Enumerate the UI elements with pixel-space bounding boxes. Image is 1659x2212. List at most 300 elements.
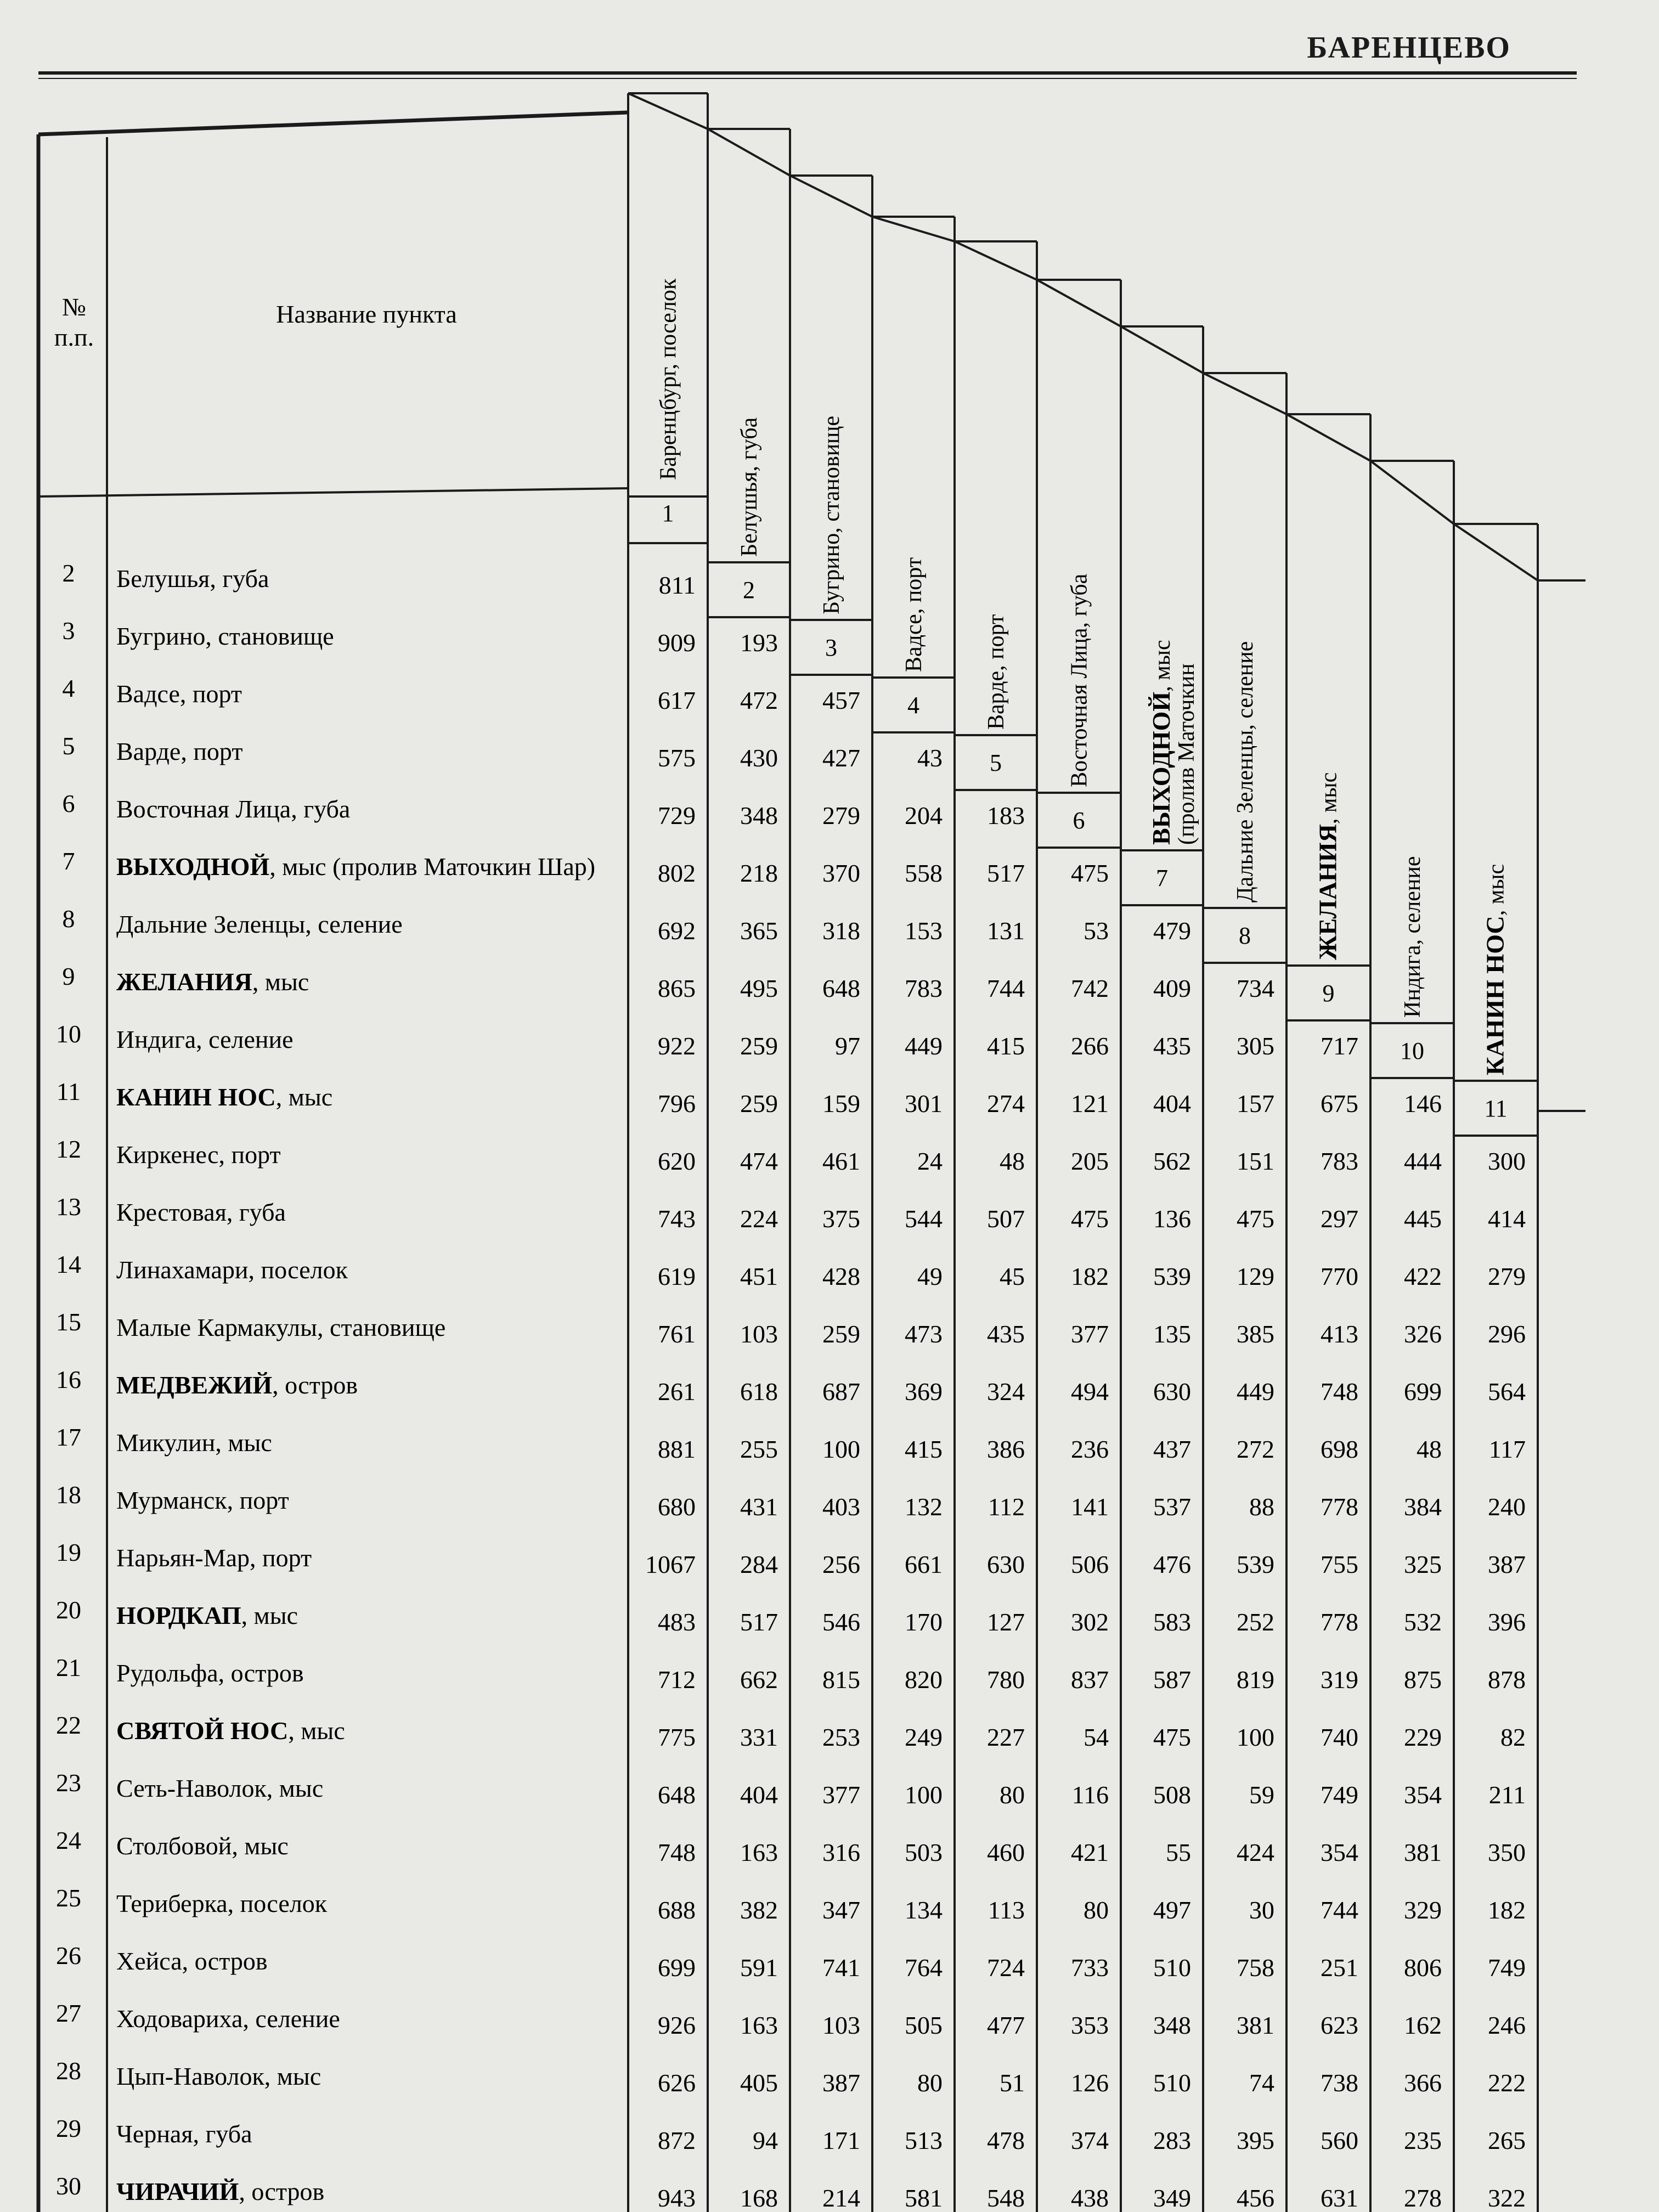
row-name: Нарьян-Мар, порт — [116, 1544, 312, 1572]
header-no-sub: п.п. — [54, 323, 94, 351]
row-name: Варде, порт — [116, 737, 243, 765]
table-row — [63, 847, 1109, 887]
table-row — [63, 962, 1275, 1002]
distance-value: 377 — [1071, 1320, 1109, 1348]
distance-value: 205 — [1071, 1147, 1109, 1175]
distance-value: 415 — [987, 1032, 1025, 1060]
distance-value: 456 — [1237, 2184, 1274, 2212]
distance-value: 132 — [905, 1493, 943, 1521]
row-number: 12 — [56, 1135, 81, 1163]
distance-value: 475 — [1071, 859, 1109, 887]
distance-value: 227 — [987, 1723, 1025, 1751]
distance-value: 80 — [917, 2069, 943, 2097]
row-name: Цып-Наволок, мыс — [116, 2062, 321, 2090]
page-title: БАРЕНЦЕВО — [1307, 31, 1511, 65]
distance-value: 279 — [1488, 1262, 1526, 1290]
distance-value: 926 — [658, 2011, 696, 2039]
distance-value: 495 — [740, 974, 778, 1002]
distance-value: 474 — [740, 1147, 778, 1175]
distance-value: 507 — [987, 1205, 1025, 1233]
table-row — [63, 905, 1192, 945]
distance-value: 630 — [1153, 1378, 1191, 1406]
distance-value: 235 — [1404, 2126, 1442, 2154]
distance-value: 422 — [1404, 1262, 1442, 1290]
distance-value: 253 — [822, 1723, 860, 1751]
row-number: 18 — [56, 1481, 81, 1509]
distance-value: 135 — [1153, 1320, 1191, 1348]
distance-value: 431 — [740, 1493, 778, 1521]
distance-value: 630 — [987, 1550, 1025, 1578]
distance-value: 875 — [1404, 1666, 1442, 1694]
row-name: ЧИРАЧИЙ, остров — [116, 2177, 325, 2205]
distance-value: 112 — [988, 1493, 1025, 1521]
distance-value: 153 — [905, 917, 943, 945]
distance-value: 539 — [1153, 1262, 1191, 1290]
distance-value: 508 — [1153, 1781, 1191, 1809]
distance-value: 472 — [740, 686, 778, 714]
row-name: Индига, селение — [116, 1025, 294, 1053]
row-name: Линахамари, поселок — [116, 1256, 348, 1284]
distance-value: 322 — [1488, 2184, 1526, 2212]
column-name: Индига, селение — [1400, 856, 1425, 1018]
row-name: СВЯТОЙ НОС, мыс — [116, 1717, 345, 1745]
distance-value: 386 — [987, 1435, 1025, 1463]
distance-value: 421 — [1071, 1838, 1109, 1866]
row-number: 15 — [56, 1308, 81, 1336]
distance-value: 510 — [1153, 1954, 1191, 1982]
distance-value: 59 — [1249, 1781, 1274, 1809]
row-number: 27 — [56, 1999, 81, 2027]
distance-value: 783 — [1321, 1147, 1358, 1175]
distance-value: 369 — [905, 1378, 943, 1406]
distance-value: 743 — [658, 1205, 696, 1233]
distance-value: 409 — [1153, 974, 1191, 1002]
distance-value: 261 — [658, 1378, 696, 1406]
row-number: 8 — [62, 905, 75, 933]
distance-value: 619 — [658, 1262, 696, 1290]
distance-value: 163 — [740, 2011, 778, 2039]
distance-value: 55 — [1166, 1838, 1191, 1866]
distance-value: 146 — [1404, 1090, 1442, 1118]
distance-value: 698 — [1321, 1435, 1358, 1463]
row-name: ВЫХОДНОЙ, мыс (пролив Маточкин Шар) — [116, 853, 596, 881]
distance-value: 503 — [905, 1838, 943, 1866]
distance-value: 881 — [658, 1435, 696, 1463]
distance-value: 475 — [1237, 1205, 1274, 1233]
distance-value: 699 — [658, 1954, 696, 1982]
distance-value: 48 — [1000, 1147, 1025, 1175]
distance-value: 131 — [987, 917, 1025, 945]
distance-value: 370 — [822, 859, 860, 887]
distance-value: 302 — [1071, 1608, 1109, 1636]
column-index: 7 — [1156, 865, 1168, 891]
distance-value: 437 — [1153, 1435, 1191, 1463]
row-number: 24 — [56, 1826, 81, 1854]
distance-value: 381 — [1237, 2011, 1274, 2039]
table-row — [63, 789, 1025, 830]
distance-value: 113 — [988, 1896, 1025, 1924]
distance-value: 319 — [1321, 1666, 1358, 1694]
distance-value: 742 — [1071, 974, 1109, 1002]
distance-value: 444 — [1404, 1147, 1442, 1175]
row-name: Микулин, мыс — [116, 1429, 272, 1457]
distance-value: 136 — [1153, 1205, 1191, 1233]
distance-value: 583 — [1153, 1608, 1191, 1636]
row-number: 9 — [62, 962, 75, 990]
distance-value: 134 — [905, 1896, 943, 1924]
distance-value: 648 — [822, 974, 860, 1002]
distance-value: 182 — [1488, 1896, 1526, 1924]
distance-value: 51 — [1000, 2069, 1025, 2097]
row-name: Восточная Лица, губа — [116, 795, 351, 823]
row-name: Малые Кармакулы, становище — [116, 1313, 446, 1341]
distance-value: 513 — [905, 2126, 943, 2154]
distance-value: 100 — [822, 1435, 860, 1463]
distance-value: 80 — [1000, 1781, 1025, 1809]
distance-value: 251 — [1321, 1954, 1358, 1982]
distance-value: 265 — [1488, 2126, 1526, 2154]
distance-value: 623 — [1321, 2011, 1358, 2039]
distance-value: 324 — [987, 1378, 1025, 1406]
row-number: 11 — [56, 1077, 81, 1105]
distance-value: 820 — [905, 1666, 943, 1694]
distance-value: 734 — [1237, 974, 1274, 1002]
distance-value: 922 — [658, 1032, 696, 1060]
distance-value: 256 — [822, 1550, 860, 1578]
distance-value: 548 — [987, 2184, 1025, 2212]
distance-value: 88 — [1249, 1493, 1274, 1521]
distance-value: 229 — [1404, 1723, 1442, 1751]
column-index: 5 — [990, 749, 1002, 776]
distance-value: 675 — [1321, 1090, 1358, 1118]
row-number: 26 — [56, 1942, 81, 1970]
distance-value: 387 — [1488, 1550, 1526, 1578]
distance-value: 748 — [1321, 1378, 1358, 1406]
distance-value: 103 — [740, 1320, 778, 1348]
row-number: 16 — [56, 1365, 81, 1393]
row-name: МЕДВЕЖИЙ, остров — [116, 1371, 358, 1399]
distance-value: 279 — [822, 802, 860, 830]
distance-value: 350 — [1488, 1838, 1526, 1866]
distance-value: 375 — [822, 1205, 860, 1233]
distance-value: 48 — [1417, 1435, 1442, 1463]
distance-value: 473 — [905, 1320, 943, 1348]
distance-value: 30 — [1249, 1896, 1274, 1924]
column-name: КАНИН НОС, мыс — [1481, 864, 1509, 1075]
column-name: Вадсе, порт — [901, 557, 927, 672]
distance-value: 424 — [1237, 1838, 1274, 1866]
row-number: 14 — [56, 1250, 81, 1278]
column-index: 11 — [1484, 1095, 1508, 1122]
distance-value: 45 — [1000, 1262, 1025, 1290]
distance-value: 349 — [1153, 2184, 1191, 2212]
distance-value: 815 — [822, 1666, 860, 1694]
distance-value: 648 — [658, 1781, 696, 1809]
distance-value: 347 — [822, 1896, 860, 1924]
distance-value: 688 — [658, 1896, 696, 1924]
distance-value: 562 — [1153, 1147, 1191, 1175]
distance-value: 483 — [658, 1608, 696, 1636]
distance-value: 97 — [835, 1032, 860, 1060]
distance-value: 404 — [1153, 1090, 1191, 1118]
distance-value: 539 — [1237, 1550, 1274, 1578]
distance-value: 193 — [740, 629, 778, 657]
distance-value: 182 — [1071, 1262, 1109, 1290]
column-name: ВЫХОДНОЙ, мыс — [1147, 640, 1175, 845]
distance-value: 729 — [658, 802, 696, 830]
distance-value: 780 — [987, 1666, 1025, 1694]
distance-value: 427 — [822, 744, 860, 772]
distance-value: 218 — [740, 859, 778, 887]
distance-value: 618 — [740, 1378, 778, 1406]
distance-value: 749 — [1321, 1781, 1358, 1809]
distance-value: 159 — [822, 1090, 860, 1118]
distance-value: 240 — [1488, 1493, 1526, 1521]
row-number: 19 — [56, 1538, 81, 1566]
row-name: Столбовой, мыс — [116, 1832, 289, 1860]
distance-value: 252 — [1237, 1608, 1274, 1636]
distance-value: 591 — [740, 1954, 778, 1982]
row-name: Бугрино, становище — [116, 622, 334, 650]
distance-value: 374 — [1071, 2126, 1109, 2154]
distance-value: 755 — [1321, 1550, 1358, 1578]
distance-value: 100 — [905, 1781, 943, 1809]
distance-value: 581 — [905, 2184, 943, 2212]
distance-value: 811 — [658, 571, 696, 599]
distance-value: 662 — [740, 1666, 778, 1694]
row-number: 22 — [56, 1711, 81, 1739]
distance-value: 497 — [1153, 1896, 1191, 1924]
distance-value: 872 — [658, 2126, 696, 2154]
row-name: Ходовариха, селение — [116, 2005, 340, 2033]
column-index: 1 — [662, 500, 674, 527]
distance-value: 326 — [1404, 1320, 1442, 1348]
distance-value: 100 — [1237, 1723, 1274, 1751]
distance-value: 259 — [740, 1032, 778, 1060]
distance-value: 517 — [987, 859, 1025, 887]
row-number: 4 — [62, 674, 75, 702]
distance-value: 305 — [1237, 1032, 1274, 1060]
distance-value: 587 — [1153, 1666, 1191, 1694]
distance-value: 301 — [905, 1090, 943, 1118]
distance-value: 246 — [1488, 2011, 1526, 2039]
distance-value: 878 — [1488, 1666, 1526, 1694]
distance-value: 300 — [1488, 1147, 1526, 1175]
row-number: 21 — [56, 1654, 81, 1681]
distance-value: 354 — [1404, 1781, 1442, 1809]
distance-value: 758 — [1237, 1954, 1274, 1982]
distance-value: 170 — [905, 1608, 943, 1636]
distance-value: 617 — [658, 686, 696, 714]
distance-value: 74 — [1249, 2069, 1274, 2097]
distance-value: 222 — [1488, 2069, 1526, 2097]
column-name: Дальние Зеленцы, селение — [1233, 641, 1258, 902]
distance-value: 546 — [822, 1608, 860, 1636]
distance-value: 494 — [1071, 1378, 1109, 1406]
table-row — [63, 559, 696, 599]
distance-value: 699 — [1404, 1378, 1442, 1406]
column-name: Восточная Лица, губа — [1066, 573, 1092, 787]
distance-value: 329 — [1404, 1896, 1442, 1924]
distance-value: 517 — [740, 1608, 778, 1636]
distance-value: 449 — [1237, 1378, 1274, 1406]
column-name: Баренцбург, поселок — [656, 278, 681, 480]
distance-value: 575 — [658, 744, 696, 772]
row-name: Дальние Зеленцы, селение — [116, 910, 403, 938]
table-row — [57, 1077, 1442, 1118]
distance-value: 479 — [1153, 917, 1191, 945]
distance-value: 740 — [1321, 1723, 1358, 1751]
distance-value: 445 — [1404, 1205, 1442, 1233]
distance-value: 631 — [1321, 2184, 1358, 2212]
distance-value: 564 — [1488, 1378, 1526, 1406]
distance-value: 384 — [1404, 1493, 1442, 1521]
distance-value: 748 — [658, 1838, 696, 1866]
row-number: 10 — [56, 1020, 81, 1048]
distance-value: 387 — [822, 2069, 860, 2097]
distance-value: 724 — [987, 1954, 1025, 1982]
distance-value: 475 — [1153, 1723, 1191, 1751]
distance-value: 116 — [1071, 1781, 1109, 1809]
row-name: Териберка, поселок — [116, 1889, 328, 1917]
row-number: 6 — [62, 789, 75, 817]
distance-value: 560 — [1321, 2126, 1358, 2154]
column-name: Варде, порт — [984, 614, 1009, 730]
distance-value: 272 — [1237, 1435, 1274, 1463]
distance-value: 381 — [1404, 1838, 1442, 1866]
distance-value: 24 — [917, 1147, 943, 1175]
distance-value: 744 — [987, 974, 1025, 1002]
row-name: Вадсе, порт — [116, 680, 242, 708]
distance-value: 211 — [1488, 1781, 1526, 1809]
row-name: Хейса, остров — [116, 1947, 268, 1975]
distance-value: 537 — [1153, 1493, 1191, 1521]
distance-value: 414 — [1488, 1205, 1526, 1233]
distance-value: 620 — [658, 1147, 696, 1175]
distance-value: 778 — [1321, 1493, 1358, 1521]
distance-value: 477 — [987, 2011, 1025, 2039]
distance-value: 451 — [740, 1262, 778, 1290]
distance-value: 478 — [987, 2126, 1025, 2154]
distance-value: 121 — [1071, 1090, 1109, 1118]
distance-value: 461 — [822, 1147, 860, 1175]
distance-value: 717 — [1321, 1032, 1358, 1060]
row-number: 29 — [56, 2114, 81, 2142]
column-index: 3 — [825, 634, 837, 661]
distance-value: 761 — [658, 1320, 696, 1348]
distance-value: 204 — [905, 802, 943, 830]
distance-value: 692 — [658, 917, 696, 945]
distance-value: 366 — [1404, 2069, 1442, 2097]
distance-value: 162 — [1404, 2011, 1442, 2039]
distance-value: 278 — [1404, 2184, 1442, 2212]
distance-value: 117 — [1488, 1435, 1526, 1463]
distance-value: 532 — [1404, 1608, 1442, 1636]
distance-value: 348 — [740, 802, 778, 830]
distance-value: 505 — [905, 2011, 943, 2039]
distance-value: 94 — [753, 2126, 778, 2154]
distance-value: 43 — [917, 744, 943, 772]
distance-value: 476 — [1153, 1550, 1191, 1578]
distance-value: 744 — [1321, 1896, 1358, 1924]
distance-value: 806 — [1404, 1954, 1442, 1982]
distance-value: 80 — [1084, 1896, 1109, 1924]
distance-value: 764 — [905, 1954, 943, 1982]
distance-value: 331 — [740, 1723, 778, 1751]
distance-value: 224 — [740, 1205, 778, 1233]
distance-value: 770 — [1321, 1262, 1358, 1290]
distance-value: 353 — [1071, 2011, 1109, 2039]
distance-value: 415 — [905, 1435, 943, 1463]
distance-value: 796 — [658, 1090, 696, 1118]
distance-value: 236 — [1071, 1435, 1109, 1463]
row-number: 25 — [56, 1884, 81, 1912]
distance-value: 1067 — [645, 1550, 696, 1578]
distance-value: 385 — [1237, 1320, 1274, 1348]
distance-value: 626 — [658, 2069, 696, 2097]
row-name: Крестовая, губа — [116, 1198, 286, 1226]
column-index: 9 — [1322, 980, 1335, 1007]
distance-value: 837 — [1071, 1666, 1109, 1694]
distance-value: 365 — [740, 917, 778, 945]
column-index: 2 — [743, 577, 755, 603]
row-number: 23 — [56, 1769, 81, 1797]
distance-value: 802 — [658, 859, 696, 887]
distance-value: 151 — [1237, 1147, 1274, 1175]
distance-value: 163 — [740, 1838, 778, 1866]
distance-value: 783 — [905, 974, 943, 1002]
distance-value: 544 — [905, 1205, 943, 1233]
header-no: № — [62, 293, 86, 321]
distance-value: 377 — [822, 1781, 860, 1809]
distance-value: 413 — [1321, 1320, 1358, 1348]
distance-value: 103 — [822, 2011, 860, 2039]
row-number: 5 — [62, 732, 75, 760]
distance-value: 82 — [1500, 1723, 1526, 1751]
row-name: Мурманск, порт — [116, 1486, 289, 1514]
distance-value: 53 — [1084, 917, 1109, 945]
distance-value: 733 — [1071, 1954, 1109, 1982]
distance-value: 255 — [740, 1435, 778, 1463]
distance-value: 284 — [740, 1550, 778, 1578]
column-index: 6 — [1073, 807, 1085, 834]
distance-value: 403 — [822, 1493, 860, 1521]
distance-value: 943 — [658, 2184, 696, 2212]
distance-value: 348 — [1153, 2011, 1191, 2039]
distance-value: 126 — [1071, 2069, 1109, 2097]
distance-value: 49 — [917, 1262, 943, 1290]
column-name: ЖЕЛАНИЯ, мыс — [1313, 772, 1342, 960]
distance-value: 183 — [987, 802, 1025, 830]
distance-value: 396 — [1488, 1608, 1526, 1636]
row-number: 7 — [62, 847, 75, 875]
distance-value: 457 — [822, 686, 860, 714]
row-number: 13 — [56, 1193, 81, 1221]
distance-value: 249 — [905, 1723, 943, 1751]
distance-value: 354 — [1321, 1838, 1358, 1866]
distance-value: 506 — [1071, 1550, 1109, 1578]
table-row — [63, 732, 943, 772]
column-index: 8 — [1239, 922, 1251, 949]
row-number: 28 — [56, 2057, 81, 2085]
distance-value: 909 — [658, 629, 696, 657]
row-name: Сеть-Наволок, мыс — [116, 1774, 324, 1802]
row-name: Киркенес, порт — [116, 1141, 281, 1169]
column-name-line2: (пролив Маточкин — [1174, 663, 1199, 845]
distance-value: 475 — [1071, 1205, 1109, 1233]
distance-value: 296 — [1488, 1320, 1526, 1348]
distance-value: 316 — [822, 1838, 860, 1866]
